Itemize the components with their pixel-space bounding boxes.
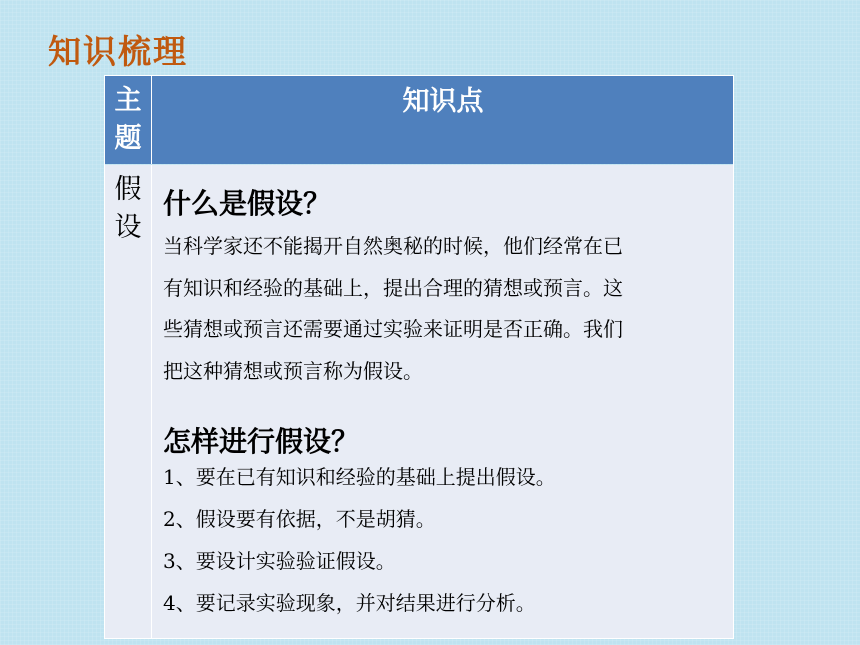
row-subject-char-2: 设 — [114, 212, 142, 243]
table-header-row — [105, 76, 733, 164]
list-item: 2、假设要有依据，不是胡猜。 — [163, 507, 436, 531]
definition-line: 把这种猜想或预言称为假设。 — [163, 359, 423, 383]
knowledge-table — [104, 75, 734, 639]
definition-line: 有知识和经验的基础上，提出合理的猜想或预言。这 — [163, 276, 623, 300]
header-subject-char-1: 主 — [114, 85, 142, 116]
table-row — [105, 165, 733, 638]
page-title: 知识梳理 — [48, 32, 188, 71]
header-subject-char-2: 题 — [114, 123, 142, 154]
list-item: 1、要在已有知识和经验的基础上提出假设。 — [163, 465, 556, 489]
definition-line: 当科学家还不能揭开自然奥秘的时候，他们经常在已 — [163, 234, 623, 258]
row-subject-cell — [105, 165, 152, 638]
definition-line: 些猜想或预言还需要通过实验来证明是否正确。我们 — [163, 317, 623, 341]
header-knowledge-cell: 知识点 — [402, 86, 484, 117]
section-heading-how-to-hypothesize: 怎样进行假设？ — [163, 425, 360, 458]
row-subject-char-1: 假 — [114, 174, 142, 205]
list-item: 3、要设计实验验证假设。 — [163, 549, 396, 573]
header-subject-cell — [105, 76, 152, 164]
section-heading-what-is-hypothesis: 什么是假设？ — [163, 187, 332, 220]
list-item: 4、要记录实验现象，并对结果进行分析。 — [163, 591, 536, 615]
